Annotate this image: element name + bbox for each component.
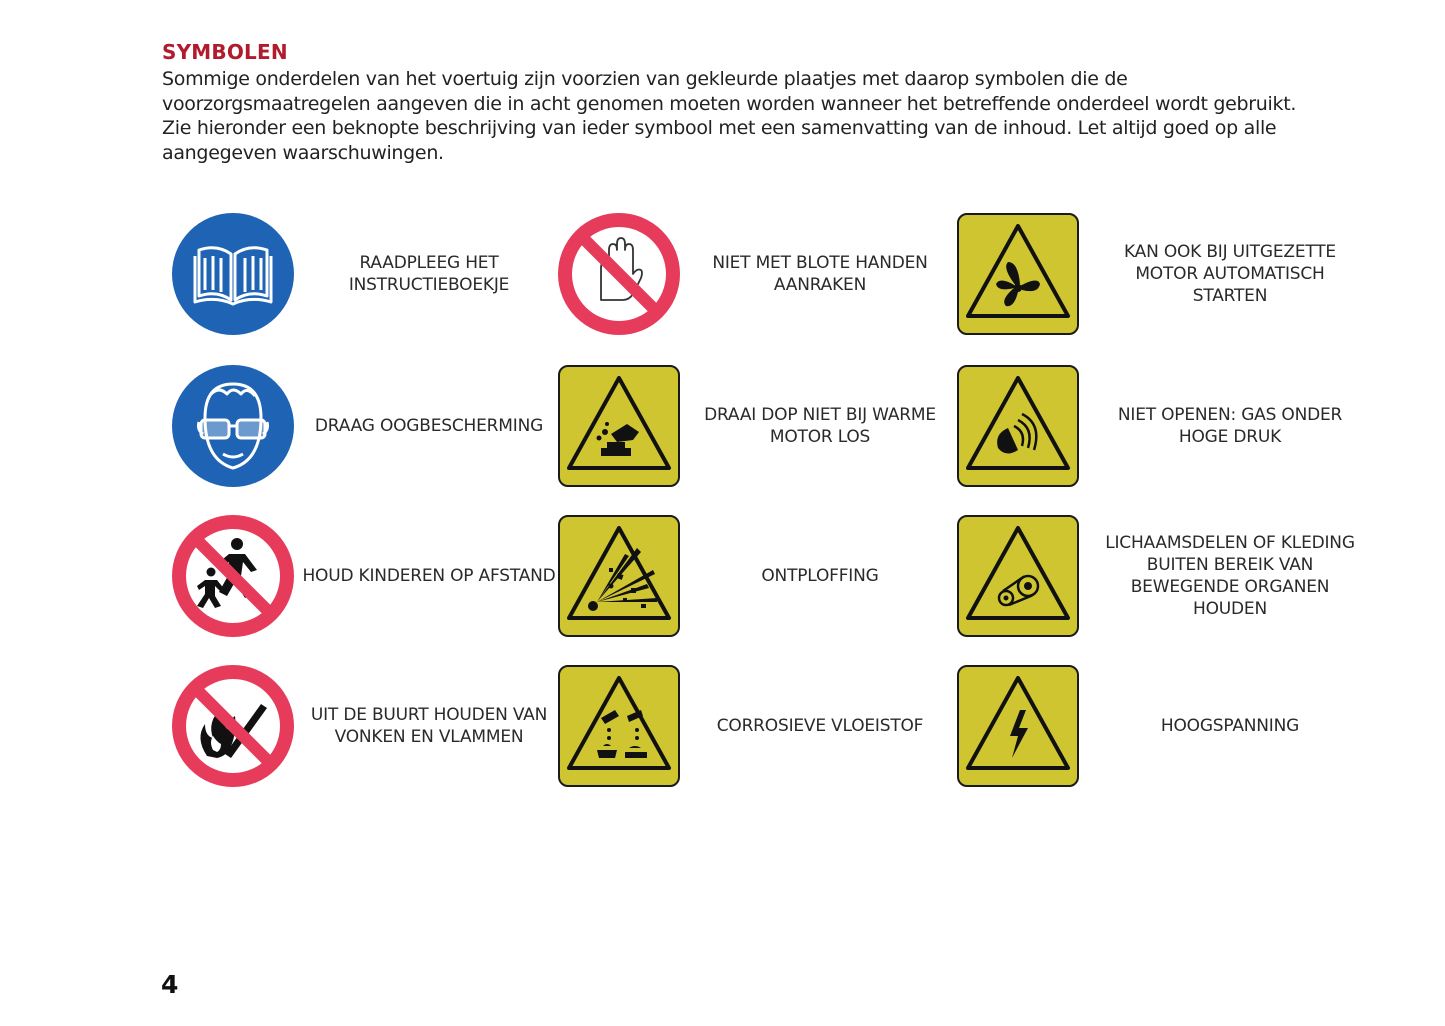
pressure-gas-warning-icon — [956, 364, 1080, 488]
symbol-label: KAN OOK BIJ UITGEZETTE MOTOR AUTOMATISCH STARTEN — [1124, 242, 1336, 306]
symbol-label: CORROSIEVE VLOEISTOF — [716, 716, 924, 736]
explosion-warning-icon — [557, 514, 681, 638]
symbol-label: DRAAI DOP NIET BIJ WARME MOTOR LOS — [704, 405, 936, 447]
book-icon — [171, 212, 295, 336]
intro-paragraph: Sommige onderdelen van het voertuig zijn voorzien van gekleurde plaatjes met daarop symbolen die de voorzorgsmaatregelen aangeven die in acht genomen moeten worden wanneer het betreffende onderdeel wordt gebruikt. Zie hieronder een beknopte beschrijving van ieder symbool met een samenvatting van de inhoud. Let altijd goed op alle aangegeven waarschuwingen. — [162, 68, 1297, 164]
symbol-label: NIET MET BLOTE HANDEN AANRAKEN — [712, 253, 928, 295]
symbol-label: ONTPLOFFING — [761, 566, 879, 586]
fan-warning-icon — [956, 212, 1080, 336]
page-number: 4 — [161, 970, 179, 999]
hot-cap-warning-icon — [557, 364, 681, 488]
no-children-icon — [171, 514, 295, 638]
no-fire-icon — [171, 664, 295, 788]
page-heading: SYMBOLEN — [162, 40, 288, 64]
no-hand-touch-icon — [557, 212, 681, 336]
symbol-label: NIET OPENEN: GAS ONDER HOGE DRUK — [1117, 405, 1343, 447]
symbol-label: UIT DE BUURT HOUDEN VAN VONKEN EN VLAMMEN — [310, 705, 548, 747]
moving-parts-warning-icon — [956, 514, 1080, 638]
corrosive-warning-icon — [557, 664, 681, 788]
symbol-label: HOUD KINDEREN OP AFSTAND — [302, 566, 556, 586]
symbol-label: DRAAG OOGBESCHERMING — [314, 416, 544, 436]
symbol-label: RAADPLEEG HET INSTRUCTIEBOEKJE — [348, 253, 510, 295]
high-voltage-warning-icon — [956, 664, 1080, 788]
symbol-label: HOOGSPANNING — [1160, 716, 1300, 736]
eye-protection-icon — [171, 364, 295, 488]
symbol-label: LICHAAMSDELEN OF KLEDING BUITEN BEREIK VAN BEWEGENDE ORGANEN HOUDEN — [1105, 533, 1355, 619]
